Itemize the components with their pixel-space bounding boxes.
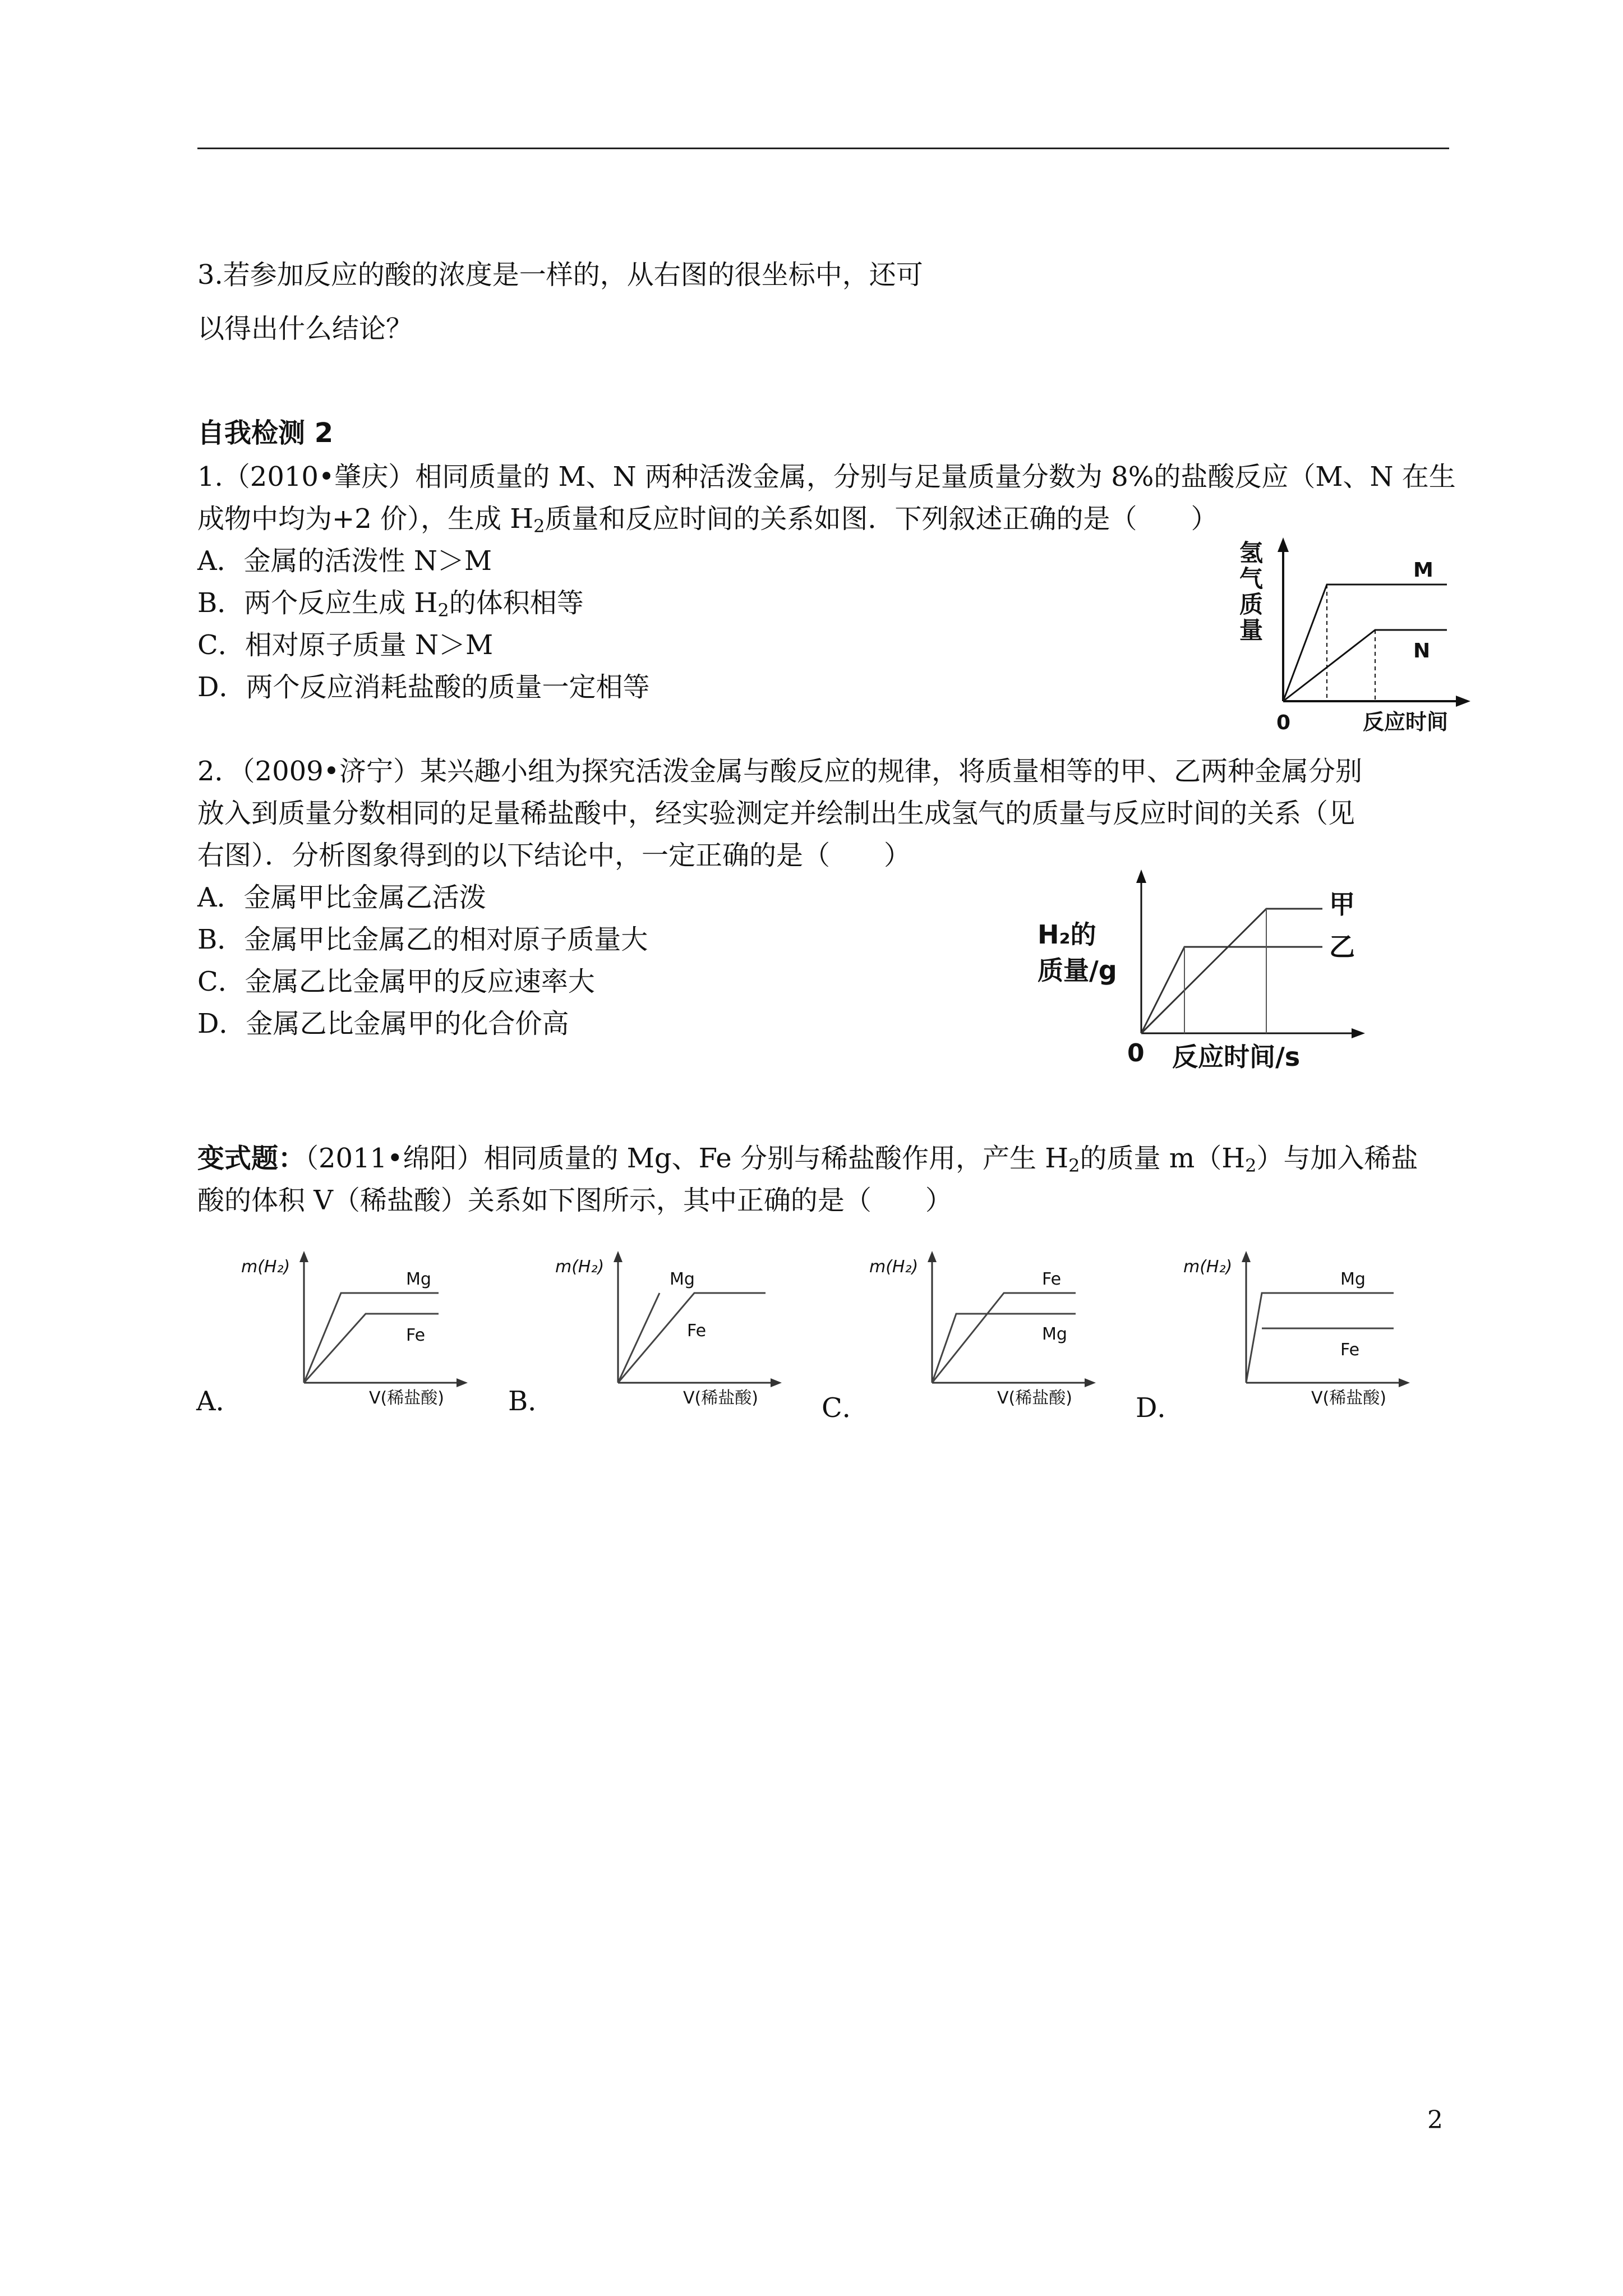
svg-text:Mg: Mg	[406, 1269, 431, 1289]
svg-text:m(H₂): m(H₂)	[241, 1257, 291, 1277]
variant-label: 变式题：	[197, 1143, 306, 1174]
p1-option-d: D．两个反应消耗盐酸的质量一定相等	[197, 671, 650, 703]
p2-line-1: 2．（2009•济宁）某兴趣小组为探究活泼金属与酸反应的规律，将质量相等的甲、乙两种金属分别	[197, 756, 1363, 787]
p1-graph	[1228, 533, 1486, 746]
p2-series-yi-line	[1141, 947, 1322, 1033]
variant-option-c-letter: C．	[822, 1392, 869, 1424]
p1-line-2: 成物中均为+2 价），生成 $H_2$质量和反应时间的关系如图．下列叙述正确的是（ ）	[197, 503, 1218, 537]
p1-option-a: A．金属的活泼性 N＞M	[197, 545, 492, 577]
variant-b-mg-line	[618, 1293, 660, 1383]
p1-x-arrow	[1456, 696, 1470, 707]
page-number: 2	[1427, 2106, 1443, 2134]
svg-text:m(H₂): m(H₂)	[869, 1257, 919, 1277]
p2-y-label-1: H₂的	[1038, 919, 1096, 950]
p1-line-1: 1.（2010•肇庆）相同质量的 M、N 两种活泼金属，分别与足量质量分数为 8%的盐酸反应（M、N 在生	[197, 461, 1456, 493]
p2-line-3: 右图）．分析图象得到的以下结论中，一定正确的是（ ）	[197, 840, 911, 871]
variant-line-1: 变式题：（2011•绵阳）相同质量的 Mg、Fe 分别与稀盐酸作用，产生 $H_2$的质量 $m(H_2)$与加入稀盐	[197, 1143, 1418, 1176]
svg-text:量: 量	[1239, 616, 1264, 644]
q3-line-1: 3.若参加反应的酸的浓度是一样的，从右图的很坐标中，还可	[197, 259, 923, 291]
variant-d-mg-line	[1246, 1293, 1394, 1383]
p2-option-b: B．金属甲比金属乙的相对原子质量大	[197, 924, 648, 955]
p2-x-label: 反应时间/s	[1172, 1042, 1301, 1072]
p1-series-m-label: M	[1413, 559, 1433, 582]
svg-text:V(稀盐酸): V(稀盐酸)	[369, 1388, 444, 1408]
p1-option-c: C．相对原子质量 N＞M	[197, 629, 494, 661]
p1-graph-y-label	[1239, 539, 1263, 644]
p2-x-arrow	[1352, 1028, 1365, 1038]
svg-text:Fe: Fe	[406, 1326, 426, 1345]
p1-option-b: B．两个反应生成 $H_2$的体积相等	[197, 587, 584, 621]
p1-x-label: 反应时间	[1363, 710, 1449, 734]
svg-text:Mg: Mg	[670, 1269, 695, 1289]
variant-graph-d	[1178, 1245, 1419, 1414]
p2-option-a: A．金属甲比金属乙活泼	[197, 882, 486, 913]
svg-text:m(H₂): m(H₂)	[1183, 1257, 1233, 1277]
svg-text:Fe: Fe	[687, 1321, 707, 1341]
variant-option-d-letter: D．	[1136, 1392, 1184, 1424]
variant-option-b-letter: B．	[508, 1386, 555, 1417]
variant-a-fe-line	[304, 1314, 439, 1383]
p1-y-arrow	[1278, 537, 1289, 552]
q3-line-2: 以得出什么结论？	[197, 313, 413, 344]
p2-series-yi-label: 乙	[1329, 932, 1355, 962]
svg-text:Mg: Mg	[1042, 1324, 1067, 1344]
p2-origin-label: 0	[1127, 1039, 1145, 1068]
section-title: 自我检测 2	[197, 417, 334, 449]
variant-graph-c	[864, 1245, 1105, 1414]
header-rule	[197, 148, 1449, 149]
p1-series-n-label: N	[1413, 639, 1431, 662]
svg-text:质: 质	[1239, 591, 1264, 618]
variant-graph-b	[550, 1245, 791, 1414]
p2-option-d: D．金属乙比金属甲的化合价高	[197, 1008, 569, 1039]
variant-line-2: 酸的体积 V（稀盐酸）关系如下图所示，其中正确的是（ ）	[197, 1185, 952, 1216]
p2-y-arrow	[1136, 869, 1146, 883]
svg-text:V(稀盐酸): V(稀盐酸)	[997, 1388, 1072, 1408]
p1-origin-label: 0	[1276, 711, 1291, 734]
p2-graph	[1038, 864, 1385, 1088]
svg-text:Fe: Fe	[1340, 1340, 1360, 1360]
svg-text:氢: 氢	[1239, 539, 1264, 567]
p2-series-jia-line	[1141, 909, 1322, 1033]
svg-text:V(稀盐酸): V(稀盐酸)	[683, 1388, 758, 1408]
svg-text:气: 气	[1239, 565, 1264, 592]
svg-text:Mg: Mg	[1340, 1269, 1366, 1289]
p2-option-c: C．金属乙比金属甲的反应速率大	[197, 966, 595, 997]
p2-line-2: 放入到质量分数相同的足量稀盐酸中，经实验测定并绘制出生成氢气的质量与反应时间的关系（见	[197, 798, 1355, 829]
svg-text:m(H₂): m(H₂)	[555, 1257, 605, 1277]
svg-text:V(稀盐酸): V(稀盐酸)	[1311, 1388, 1386, 1408]
svg-text:Fe: Fe	[1042, 1269, 1062, 1289]
p2-y-label-2: 质量/g	[1038, 955, 1117, 986]
variant-option-a-letter: A．	[196, 1386, 243, 1417]
variant-graph-a	[236, 1245, 477, 1414]
p2-series-jia-label: 甲	[1329, 889, 1355, 919]
